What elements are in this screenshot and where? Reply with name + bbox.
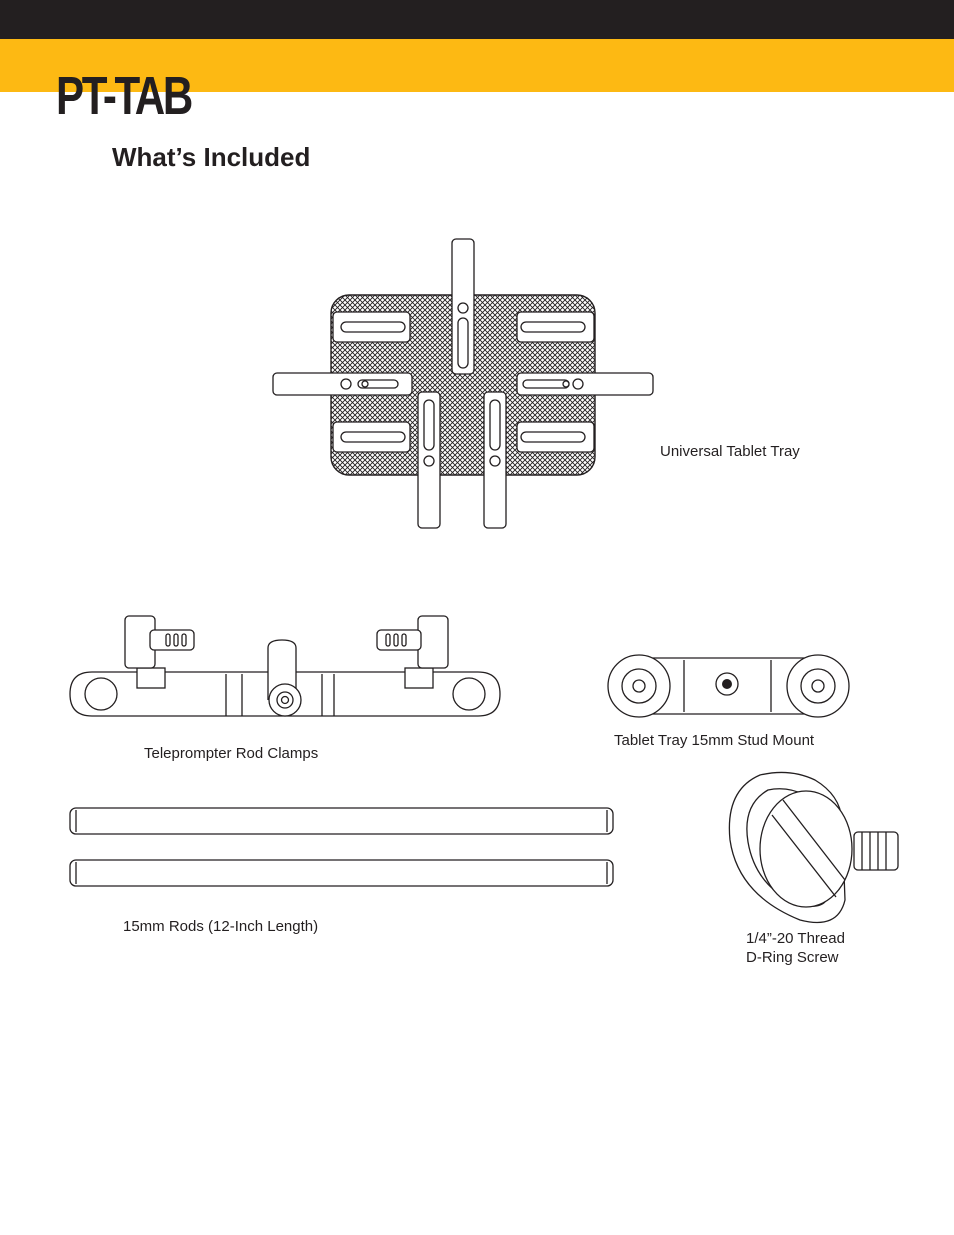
d-ring-caption-line2: D-Ring Screw xyxy=(746,949,839,966)
brand-title: PT-TAB xyxy=(56,66,191,126)
section-title: What’s Included xyxy=(112,142,311,172)
rods-caption: 15mm Rods (12-Inch Length) xyxy=(123,918,319,935)
rod-clamps-illustration xyxy=(70,616,500,716)
tablet-tray-caption: Universal Tablet Tray xyxy=(660,443,800,460)
rods-illustration xyxy=(70,808,613,886)
stud-mount-illustration xyxy=(608,655,849,717)
d-ring-screw-illustration xyxy=(729,772,898,922)
d-ring-caption-line1: 1/4”-20 Thread xyxy=(746,930,845,947)
stud-mount-caption: Tablet Tray 15mm Stud Mount xyxy=(614,732,815,749)
rod-clamps-caption: Teleprompter Rod Clamps xyxy=(144,745,319,762)
